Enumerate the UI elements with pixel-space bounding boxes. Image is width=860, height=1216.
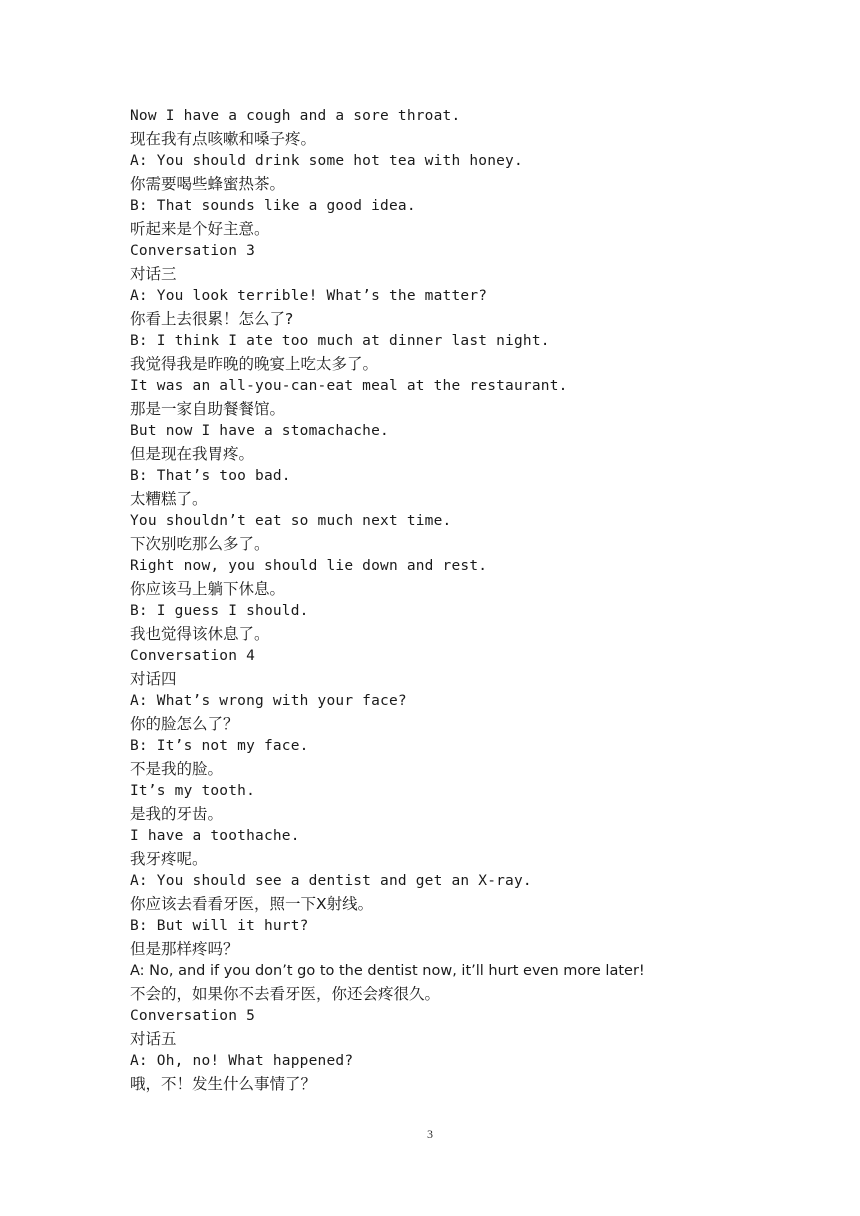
text-line-english: A: You should see a dentist and get an X-ray. <box>130 873 532 889</box>
text-line-chinese: 我牙疼呢。 <box>130 849 208 868</box>
dialogue-text-block <box>130 105 830 1095</box>
text-line-english: A: You should drink some hot tea with honey. <box>130 153 523 169</box>
text-line-english: A: You look terrible! What’s the matter? <box>130 288 488 304</box>
text-line-chinese: 我觉得我是昨晚的晚宴上吃太多了。 <box>130 354 379 373</box>
conversation-heading: Conversation 4 <box>130 648 256 664</box>
text-line-chinese: 我也觉得该休息了。 <box>130 624 270 643</box>
text-line-chinese: 你看上去很累！怎么了? <box>130 309 294 328</box>
conversation-heading-chinese: 对话四 <box>130 669 177 688</box>
text-line-english: B: That sounds like a good idea. <box>130 198 416 214</box>
text-line-english: B: I guess I should. <box>130 603 309 619</box>
text-line-chinese: 你应该马上躺下休息。 <box>130 579 286 598</box>
text-line-chinese: 不是我的脸。 <box>130 759 224 778</box>
text-line-english: But now I have a stomachache. <box>130 423 389 439</box>
text-line-chinese: 你应该去看看牙医，照一下X射线。 <box>130 894 374 913</box>
text-line-chinese: 但是现在我胃疼。 <box>130 444 255 463</box>
text-line-chinese: 下次别吃那么多了。 <box>130 534 270 553</box>
text-line-english: B: I think I ate too much at dinner last night. <box>130 333 550 349</box>
text-line-english: A: What’s wrong with your face? <box>130 693 407 709</box>
text-line-english: A: No, and if you don’t go to the dentist now, it’ll hurt even more later! <box>130 963 645 979</box>
conversation-heading-chinese: 对话五 <box>130 1029 177 1048</box>
page-number: 3 <box>427 1127 433 1141</box>
text-line-chinese: 是我的牙齿。 <box>130 804 224 823</box>
text-line-chinese: 但是那样疼吗？ <box>130 939 239 958</box>
text-line-chinese: 不会的，如果你不去看牙医，你还会疼很久。 <box>130 984 441 1003</box>
text-line-chinese: 你需要喝些蜂蜜热茶。 <box>130 174 286 193</box>
text-line-english: B: That’s too bad. <box>130 468 291 484</box>
text-line-chinese: 你的脸怎么了？ <box>130 714 239 733</box>
text-line-english: Right now, you should lie down and rest. <box>130 558 488 574</box>
text-line-chinese: 现在我有点咳嗽和嗓子疼。 <box>130 129 317 148</box>
conversation-heading-chinese: 对话三 <box>130 264 177 283</box>
conversation-heading: Conversation 3 <box>130 243 256 259</box>
conversation-heading: Conversation 5 <box>130 1008 256 1024</box>
text-line-english: Now I have a cough and a sore throat. <box>130 108 461 124</box>
text-line-chinese: 那是一家自助餐餐馆。 <box>130 399 286 418</box>
text-line-english: It’s my tooth. <box>130 783 256 799</box>
text-line-chinese: 哦，不！发生什么事情了？ <box>130 1074 317 1093</box>
text-line-english: B: But will it hurt? <box>130 918 309 934</box>
text-line-english: You shouldn’t eat so much next time. <box>130 513 452 529</box>
text-line-chinese: 听起来是个好主意。 <box>130 219 270 238</box>
text-line-chinese: 太糟糕了。 <box>130 489 208 508</box>
text-line-english: B: It’s not my face. <box>130 738 309 754</box>
text-line-english: It was an all-you-can-eat meal at the restaurant. <box>130 378 568 394</box>
text-line-english: A: Oh, no! What happened? <box>130 1053 354 1069</box>
text-line-english: I have a toothache. <box>130 828 300 844</box>
